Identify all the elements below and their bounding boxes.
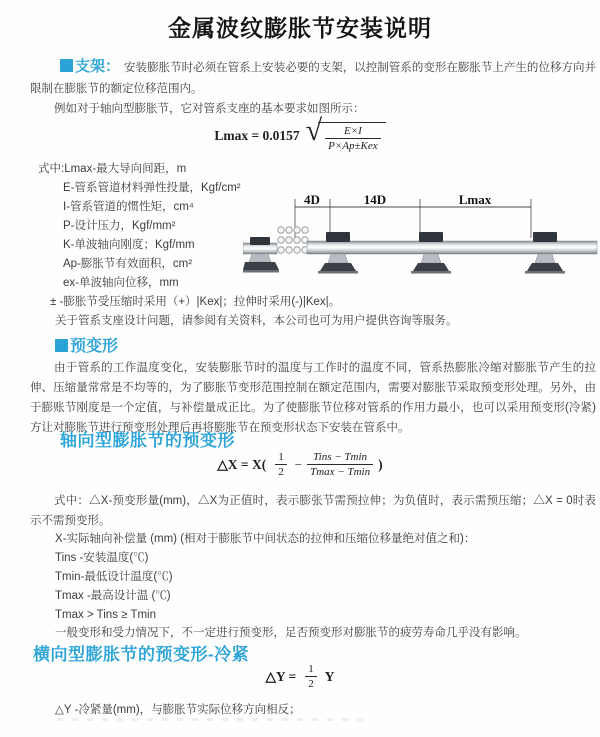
section-bullet-icon	[55, 339, 68, 352]
pipe-main	[307, 241, 597, 254]
x-definition-line: X-实际轴向补偿量 (mm) (相对于膨胀节中间状态的拉伸和压缩位移量绝对值之和)：	[55, 533, 476, 545]
minus-sign: −	[294, 456, 303, 472]
y-definition-line: △Y -冷紧量(mm)，与膨胀节实际位移方向相反；	[55, 704, 301, 716]
consulting-note: 关于管系支座设计问题，请参阅有关资料，本公司也可为用户提供咨询等服务。	[55, 315, 458, 327]
axial-note-line: 一般变形和受力情况下，不一定进行预变形，足否预变形对膨胀节的疲劳寿命几乎没有影响。	[55, 627, 527, 639]
definition-item: Tmax -最高设计温 (℃)	[55, 590, 171, 602]
fraction	[325, 125, 381, 152]
formula-lhs: △X = X(	[217, 456, 267, 472]
support-section-heading	[60, 58, 120, 75]
fraction-one-half	[305, 663, 317, 690]
support-example-line: 例如对于轴向型膨胀节，它对管系支座的基本要求如图所示：	[54, 103, 365, 115]
bellows-icon	[278, 227, 308, 253]
predeform-paragraph: 由于管系的工作温度变化，安装膨胀节时的温度与工作时的温度不同，管系热膨胀冷缩对膨胀节产生的拉伸、压缩量常常是不均等的，为了膨胀节变形范围控制在额定范围内，需要对膨胀节采取预变形处理。另外，由于膨账节刚度是一个定值，与补偿量成正比。为了使膨胀节位移对管系的作用力最小，也可以采用预变形(冷紧)方让对膨胀节进行预变形处理后再将膨胀节在预变形状态下安装在管系中。	[30, 362, 596, 434]
temperature-fraction	[307, 451, 373, 478]
predeform-section-heading	[55, 333, 118, 356]
fraction-numerator: Tins − Tmin	[313, 451, 368, 463]
definition-item: Tmin-最低设计温度(℃)	[55, 571, 173, 583]
fraction-numerator: 1	[278, 451, 284, 463]
lmax-formula	[0, 114, 600, 152]
definition-item: Tmax > Tins ≥ Tmin	[55, 609, 156, 621]
radicand	[318, 122, 386, 152]
fraction-denominator: 2	[275, 464, 287, 478]
support-intro-paragraph	[30, 56, 596, 100]
pipe-support-diagram	[243, 192, 600, 292]
section-bullet-icon	[60, 59, 73, 72]
lateral-formula	[0, 663, 600, 690]
fraction-numerator: 1	[308, 663, 314, 675]
axial-where-paragraph: 式中：△X-预变形量(mm)，△X为正值时，表示膨张节需预拉伸；为负值时，表示需预压缩；△X = 0时表示不需预变形。	[30, 495, 596, 527]
dim-label-lmax: Lmax	[458, 192, 492, 207]
fraction-denominator: 2	[305, 676, 317, 690]
support-intro-text: 安装膨胀节时必须在管系上安装必要的支架，以控制管系的变形在膨胀节上产生的位移方向并限制在膨胀节的额定位移范围内。	[30, 62, 596, 95]
fraction-one-half	[275, 451, 287, 478]
temperature-definitions-list	[55, 549, 173, 625]
dim-label-4d: 4D	[304, 192, 320, 207]
axial-subsection-heading: 轴向型膨胀节的预变形	[60, 431, 235, 450]
pipe-support	[243, 237, 279, 273]
fraction-numerator: E×I	[343, 125, 362, 137]
support-heading-label: 支架：	[75, 58, 121, 75]
predeform-heading-label: 预变形	[70, 338, 119, 355]
fraction-denominator: Tmax − Tmin	[307, 464, 373, 478]
definition-item: P-设计压力，Kgf/mm²	[63, 220, 176, 232]
fraction-denominator: P×Ap±Kex	[325, 138, 381, 152]
definition-item: I-管系管道的惯性矩，cm⁴	[63, 201, 194, 213]
formula-rhs: Y	[324, 668, 335, 684]
definition-item: 式中:Lmax-最大导向间距，m	[38, 163, 187, 175]
plus-minus-note: ± -膨胀节受压缩时采用（+）|Kex|；拉伸时采用(-)|Kex|。	[50, 296, 341, 308]
definition-item: K-单波轴向刚度；Kgf/mm	[63, 239, 195, 251]
formula-rhs: )	[378, 456, 383, 472]
definition-item: ex-单波轴向位移，mm	[63, 277, 179, 289]
page-title: 金属波纹膨胀节安装说明	[168, 15, 432, 41]
clipped-text-remnant	[57, 718, 367, 721]
radical-expression	[305, 114, 386, 152]
formula-lhs: △Y =	[265, 668, 297, 684]
dim-label-14d: 14D	[363, 192, 387, 207]
axial-formula	[0, 451, 600, 478]
formula-lhs: Lmax = 0.0157	[214, 127, 300, 143]
definition-item: E-管系管道材料弹性投量，Kgf/cm²	[63, 182, 241, 194]
lateral-subsection-heading: 横向型膨胀节的预变形-冷紧	[33, 645, 250, 664]
definition-item: Tins -安装温度(℃)	[55, 552, 149, 564]
definition-item: Ap-膨胀节有效面积，cm²	[63, 258, 193, 270]
sqrt-sign: √	[305, 114, 323, 147]
